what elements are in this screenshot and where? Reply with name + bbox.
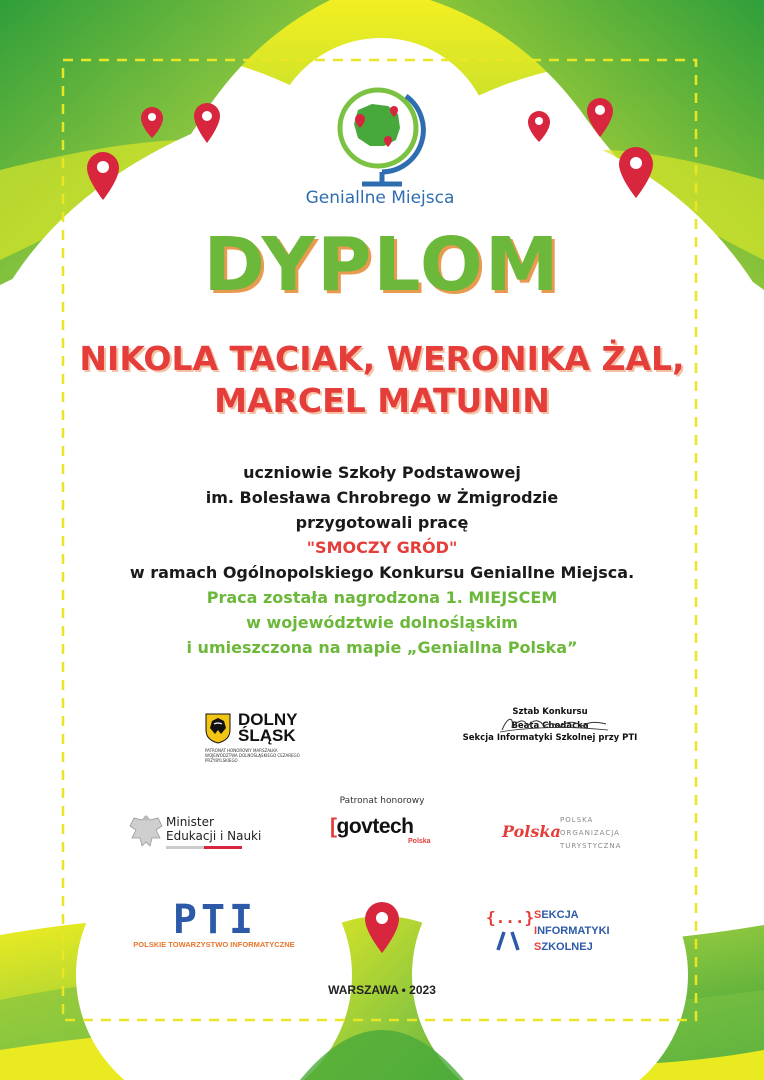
ministry-flag-bar xyxy=(166,846,242,849)
ministry-line: Minister xyxy=(166,815,214,829)
pot-line: POLSKA xyxy=(560,816,594,824)
sis-initial: S xyxy=(534,909,542,921)
pot-line: TURYSTYCZNA xyxy=(560,842,622,850)
map-pin-icon xyxy=(87,152,119,200)
map-pin-icon xyxy=(194,103,220,143)
govtech-sub: Polska xyxy=(408,838,431,845)
body-line: przygotowali pracę xyxy=(295,513,469,532)
signature-org: Sekcja Informatyki Szkolnej przy PTI xyxy=(462,733,638,743)
award-line: i umieszczona na mapie „Geniallna Polska” xyxy=(186,638,578,657)
govtech-logo xyxy=(330,815,414,839)
dolny-slask-line: ŚLĄSK xyxy=(238,726,296,745)
pot-name xyxy=(560,814,621,853)
handwritten-signature xyxy=(498,712,610,736)
eagle-emblem-icon xyxy=(128,812,164,850)
body-line: uczniowie Szkoły Podstawowej xyxy=(243,463,521,482)
recipient-names-line: NIKOLA TACIAK, WERONIKA ŻAL, xyxy=(79,339,685,378)
signature-role: Sztab Konkursu xyxy=(512,707,588,717)
dolny-slask-caption: PATRONAT HONOROWY MARSZAŁKA WOJEWÓDZTWA DOLNOŚLĄSKIEGO CEZAREGO PRZYBYLSKIEGO xyxy=(205,748,300,763)
body-line: im. Bolesława Chrobrego w Żmigrodzie xyxy=(205,488,559,507)
logo-title: Geniallne Miejsca xyxy=(305,188,455,208)
award-line: w województwie dolnośląskim xyxy=(246,613,518,632)
sis-initial: S xyxy=(534,941,542,953)
pot-logo: Polska xyxy=(502,822,561,841)
patronat-label: Patronat honorowy xyxy=(339,796,425,806)
govtech-label: govtech xyxy=(336,815,414,838)
sis-word: NFORMATYKI xyxy=(537,925,610,937)
map-pin-icon xyxy=(141,107,163,138)
sis-word: EKCJA xyxy=(541,909,579,921)
govtech-bracket-icon: [ xyxy=(330,815,337,838)
award-line: Praca została nagrodzona 1. MIEJSCEM xyxy=(206,588,558,607)
body-line: w ramach Ogólnopolskiego Konkursu Geniallne Miejsca. xyxy=(129,563,635,582)
sis-word: ZKOLNEJ xyxy=(541,941,593,953)
globe-poland-icon xyxy=(326,76,436,188)
ministry-logo xyxy=(166,815,261,843)
sis-initial: I xyxy=(534,925,538,937)
diploma-body xyxy=(40,460,724,660)
ministry-line: Edukacji i Nauki xyxy=(166,829,262,843)
sis-logo-mark: {...} xyxy=(486,908,535,927)
sis-legs-icon xyxy=(496,930,520,952)
sis-name xyxy=(534,907,610,955)
pti-name: POLSKIE TOWARZYSTWO INFORMATYCZNE xyxy=(133,940,295,949)
pti-logo: PTI xyxy=(172,897,258,943)
pot-line: ORGANIZACJA xyxy=(560,829,620,837)
signature-name: Beata Chodacka xyxy=(511,721,589,731)
place-date: WARSZAWA • 2023 xyxy=(328,983,436,997)
map-pin-icon xyxy=(528,111,550,142)
map-pin-icon xyxy=(365,902,399,953)
map-pin-icon xyxy=(587,98,613,137)
dolny-slask-logo xyxy=(238,712,298,744)
map-pin-icon xyxy=(619,147,653,198)
recipient-names xyxy=(40,338,724,422)
dolny-slask-line: DOLNY xyxy=(238,710,298,729)
diploma-heading: DYPLOM xyxy=(203,222,561,308)
dolny-slask-eagle-icon xyxy=(204,712,232,744)
recipient-names-line: MARCEL MATUNIN xyxy=(214,381,550,420)
work-title: "SMOCZY GRÓD" xyxy=(306,538,458,557)
